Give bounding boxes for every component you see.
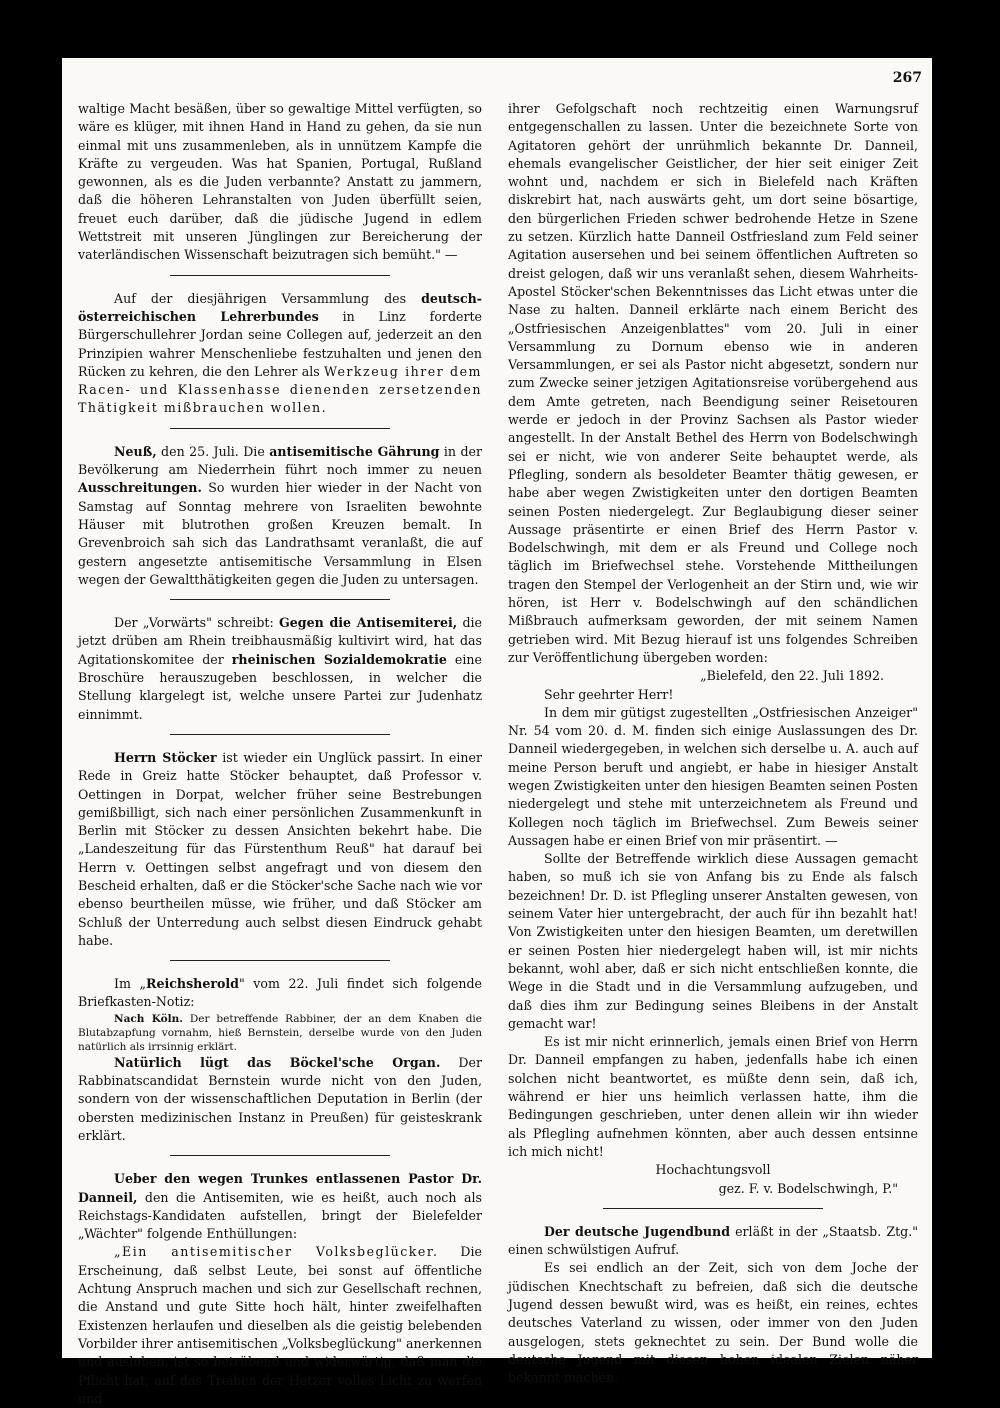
linz-paragraph: Auf der diesjährigen Versammlung des deutsch-österreichischen Lehrerbundes in Linz forderte Bürgerschullehrer Jordan seine Collegen auf, jederzeit an den Prinzipien wahrer Menschenliebe festzuhalten und jenen den Rücken zu kehren, die den Lehrer als Werkzeug ihrer dem Racen- und Klassenhasse dienenden zersetzenden Thätigkeit mißbrauchen wollen.	[78, 290, 482, 416]
newspaper-page	[62, 58, 932, 1406]
reichsherold-paragraph: Im „Reichsherold" vom 22. Juli findet sich folgende Briefkasten-Notiz:	[78, 976, 482, 1010]
vorwaerts-paragraph: Der „Vorwärts" schreibt: Gegen die Antisemiterei, die jetzt drüben am Rhein treibhausmäßig kultivirt wird, hat das Agitationskomitee der rheinischen Sozialdemokratie eine Broschüre herauszugeben beschlossen, in welcher die Stellung klargelegt ist, welche unsere Partei zur Judenhatz einnimmt.	[78, 615, 482, 722]
letter-paragraph-3: Es ist mir nicht erinnerlich, jemals einen Brief von Herrn Dr. Danneil empfangen zu haben, jedenfalls habe ich einen solchen nicht beantwortet, es müßte denn sein, daß ich, während er hier uns heimlich verlassen hatte, ihm die Bedingungen geschrieben, unter denen allein wir ihn wieder als Pflegling aufnehmen könnten, aber auch dessen entsinne ich mich nicht!	[508, 1034, 918, 1159]
letter-place-date: „Bielefeld, den 22. Juli 1892.	[700, 668, 884, 684]
divider	[170, 1155, 390, 1156]
divider	[603, 1208, 823, 1209]
koeln-notice: Nach Köln. Der betreffende Rabbiner, der an dem Knaben die Blutabzapfung vornahm, hieß Bernstein, derselbe wurde von den Juden natürlich als irrsinnig erklärt.	[78, 1012, 482, 1053]
divider	[170, 960, 390, 961]
divider	[170, 734, 390, 735]
neuss-paragraph: Neuß, den 25. Juli. Die antisemitische Gährung in der Bevölkerung am Niederrhein führt noch immer zu neuen Ausschreitungen. So wurden hier wieder in der Nacht von Samstag auf Sonntag mehrere von Israeliten bewohnte Häuser mit blutrothen großen Kreuzen bemalt. In Grevenbroich sah sich das Landrathsamt veranlaßt, die auf gestern angesetzte antisemitische Versammlung in Elsen wegen der Gewaltthätigkeiten gegen die Juden zu untersagen.	[78, 443, 482, 587]
organ-paragraph: Natürlich lügt das Böckel'sche Organ. Der Rabbinatscandidat Bernstein wurde nicht von den Juden, sondern von der wissenschaftlichen Deputation in Berlin (der obersten medizinischen Instanz in Preußen) für geisteskrank erklärt.	[78, 1054, 482, 1143]
page-number: 267	[892, 70, 922, 86]
intro-paragraph: waltige Macht besäßen, über so gewaltige Mittel verfügten, so wäre es klüger, mit ihnen Hand in Hand zu gehen, da sie nun einmal mit uns zusammenleben, als in unnützem Kampfe die Kräfte zu vergeuden. Was hat Spanien, Portugal, Rußland gewonnen, als es die Juden verbannte? Anstatt zu jammern, daß die höheren Lehranstalten von Juden überfüllt seien, freuet euch darüber, daß die jüdische Jugend in edlem Wettstreit mit unseren Jünglingen zur Bereicherung der vaterländischen Wissenschaft beizutragen sich bemüht." —	[78, 101, 482, 263]
continuation-paragraph: ihrer Gefolgschaft noch rechtzeitig einen Warnungsruf entgegenschallen zu lassen. Unter die bezeichnete Sorte von Agitatoren gehört der unrühmlich bekannte Dr. Danneil, ehemals evangelischer Geistlicher, der hier seit einiger Zeit wohnt und, nachdem er sich in Bielefeld nach Kräften diskrebirt hat, nach auswärts geht, um dort seine bösartige, den bürgerlichen Frieden schwer bedrohende Hetze in Szene zu setzen. Kürzlich hatte Danneil Ostfriesland zum Feld seiner Agitation ausersehen und bei seinem öffentlichen Auftreten so dreist gelogen, daß wir uns veranlaßt sehen, diesem Wahrheits-Apostel Stöcker'schen Bekenntnisses das Licht etwas unter die Nase zu halten. Danneil erklärte nach einem Bericht des „Ostfriesischen Anzeigenblattes" vom 20. Juli in einer Versammlung zu Dornum ebenso wie in anderen Versammlungen, er sei als Pastor nicht abgesetzt, sondern nur zum Zwecke seiner jetzigen Agitationsreise vorübergehend aus dem Amte getreten, nach Beendigung seiner Reisetouren werde er jedoch in der Provinz Sachsen als Pastor wieder angestellt. In der Anstalt Bethel des Herrn von Bodelschwingh sei er nicht, wie von anderer Seite behauptet werde, als Pflegling, sondern als besoldeter Beamter thätig gewesen, er habe aber wegen Zwistigkeiten unter den dortigen Beamten seinen Posten niedergelegt. Zur Beglaubigung dieser seiner Aussage präsentirte er einen Brief des Herrn Pastor v. Bodelschwingh, mit dem er als Freund und College noch täglich im Briefwechsel stehe. Vorstehende Mittheilungen tragen den Stempel der Verlogenheit an der Stirn und, wie wir hören, ist Herr v. Bodelschwingh auf den schändlichen Mißbrauch aufmerksam geworden, der mit seinem Namen getrieben wird. Mit Bezug hierauf ist uns folgendes Schreiben zur Veröffentlichung übergeben worden:	[508, 101, 918, 665]
right-column	[508, 100, 918, 1387]
divider	[170, 275, 390, 276]
volksbegluecker-paragraph: „Ein antisemitischer Volksbeglücker. Die Erscheinung, daß selbst Leute, bei sonst auf öffentliche Achtung Anspruch machen und sich zur Gesellschaft rechnen, die Anstand und gute Sitte hoch hält, hinter zweifelhaften Existenzen herlaufen und dieselben als die geistig belebenden Vorbilder ihrer antisemitischen „Volksbeglückung" anerkennen und ausloben, ist so betrübend und widerwärtig, daß man die Pflicht hat, auf das Treiben der Hetzer volles Licht zu werfen und	[78, 1244, 482, 1406]
danneil-paragraph: Ueber den wegen Trunkes entlassenen Pastor Dr. Danneil, den die Antisemiten, wie es heißt, auch noch als Reichstags-Kandidaten aufstellen, bringt der Bielefelder „Wächter" folgende Enthüllungen:	[78, 1171, 482, 1242]
jugendbund-quote: Es sei endlich an der Zeit, sich von dem Joche der jüdischen Knechtschaft zu befreien, daß sich die deutsche Jugend dessen bewußt wird, was es heißt, ein reines, echtes deutsches Vaterland zu wissen, oder immer von den Juden ausgelogen, stets geknechtet zu sein. Der Bund wolle die deutsche Jugend mit diesen hohen idealen Zielen näher bekannt machen.	[508, 1260, 918, 1386]
divider	[170, 428, 390, 429]
letter-closing: Hochachtungsvoll	[655, 1162, 771, 1178]
letter-signature: gez. F. v. Bodelschwingh, P."	[718, 1180, 898, 1196]
jugendbund-paragraph: Der deutsche Jugendbund erläßt in der „Staatsb. Ztg." einen schwülstigen Aufruf.	[508, 1223, 918, 1258]
left-column	[78, 100, 482, 1408]
letter-paragraph-1: In dem mir gütigst zugestellten „Ostfriesischen Anzeiger" Nr. 54 vom 20. d. M. finden sich einige Auslassungen des Dr. Danneil wiedergegeben, in welchen sich derselbe u. A. auch auf meine Person beruft und angiebt, er habe in hiesiger Anstalt wegen Zwistigkeiten unter den hiesigen Beamten seinen Posten niedergelegt und stehe mit unterzeichnetem als Freund und Kollegen noch täglich im Briefwechsel. Zum Beweis seiner Aussagen habe er einen Brief von mir präsentirt. —	[508, 704, 918, 848]
divider	[170, 599, 390, 600]
stoecker-paragraph: Herrn Stöcker ist wieder ein Unglück passirt. In einer Rede in Greiz hatte Stöcker behauptet, daß Professor v. Oettingen in Dorpat, welcher früher seine Bestrebungen gemißbilligt, sich nach einer persönlichen Zusammenkunft in Berlin mit Stöcker zu dessen Ansichten bekehrt habe. Die „Landeszeitung für das Fürstenthum Reuß" hat darauf bei Herrn v. Oettingen selbst angefragt und von diesem den Bescheid erhalten, daß er die Stöcker'sche Sache nach wie vor ebenso beurtheilen müsse, wie früher, und daß Stöcker am Schluß der Unterredung auch selbst diesen Eindruck gehabt habe.	[78, 749, 482, 948]
letter-paragraph-2: Sollte der Betreffende wirklich diese Aussagen gemacht haben, so muß ich sie von Anfang bis zu Ende als falsch bezeichnen! Dr. D. ist Pflegling unserer Anstalten gewesen, von seinem Vater hier untergebracht, der auch für ihn bezahlt hat! Von Zwistigkeiten unter den hiesigen Beamten, um deretwillen er seinen Posten hier niedergelegt haben will, ist mir nichts bekannt, wohl aber, daß er sich nicht entschließen konnte, die Wege in die Stadt und in die Versammlung aufzugeben, und daß dies ihm zur Bedingung seines Bleibens in der Anstalt gemacht war!	[508, 851, 918, 1031]
letter-salutation: Sehr geehrter Herr!	[544, 686, 674, 702]
